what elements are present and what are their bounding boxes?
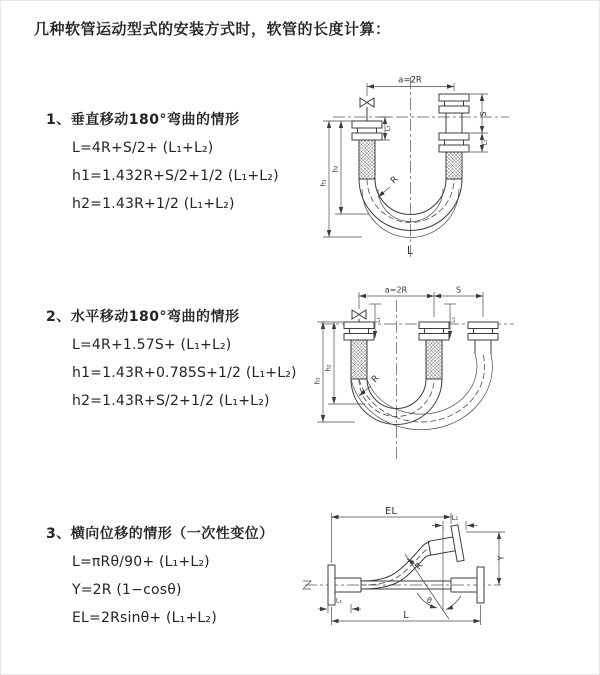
h2-label: h₂ xyxy=(331,165,340,173)
dimension-stroke xyxy=(434,286,483,297)
radius-label: R xyxy=(370,373,382,386)
diagram-lateral-displacement xyxy=(299,499,600,639)
dimension-fitting-right xyxy=(444,304,457,338)
dimension-y xyxy=(466,532,506,585)
formula-l: L=πRθ/90+ (L₁+L₂) xyxy=(72,554,210,570)
h2-label: h₂ xyxy=(324,364,333,372)
page-title: 几种软管运动型式的安装方式时，软管的长度计算： xyxy=(34,20,391,38)
stroke-label: S xyxy=(455,285,462,295)
formula-h1: h1=1.432R+S/2+1/2 (L₁+L₂) xyxy=(72,168,279,184)
braided-hose-middle xyxy=(426,340,442,379)
formula-l: L=4R+S/2+ (L₁+L₂) xyxy=(72,140,214,156)
diagram-vertical-180-bend xyxy=(309,71,596,263)
valve-icon xyxy=(360,98,374,121)
length-label: L xyxy=(403,610,409,621)
h1-label: h₁ xyxy=(313,377,322,385)
fitting-left-label: L₁ xyxy=(374,317,382,323)
diagram-horizontal-180-bend xyxy=(309,284,596,469)
middle-flange xyxy=(419,322,449,340)
right-flange-displaced xyxy=(468,322,498,340)
right-flange-displaced xyxy=(426,525,464,566)
length-label: L xyxy=(406,244,414,257)
right-flange-lower xyxy=(439,133,469,152)
fitting-right-label: L₂ xyxy=(449,317,457,323)
formula-l: L=4R+1.57S+ (L₁+L₂) xyxy=(72,337,232,353)
dimension-length xyxy=(332,605,481,625)
dimension-span xyxy=(359,286,483,318)
y-label: Y xyxy=(496,555,506,561)
h1-label: h₁ xyxy=(319,179,328,187)
fitting-left-label: L₁ xyxy=(383,125,392,132)
left-flange xyxy=(344,322,374,340)
radius-callout xyxy=(378,175,401,197)
section-2 xyxy=(46,306,297,421)
span-label: a=2R xyxy=(398,75,422,86)
angle-theta xyxy=(405,526,461,619)
right-flange-upper xyxy=(439,94,469,113)
radius-label: R xyxy=(389,174,401,187)
formula-y: Y=2R (1−cosθ) xyxy=(72,582,182,598)
right-pipe xyxy=(475,340,491,354)
section-3 xyxy=(46,523,274,638)
formula-el: EL=2Rsinθ+ (L₁+L₂) xyxy=(72,610,217,626)
section-1 xyxy=(46,109,279,224)
span-label: a=2R xyxy=(384,285,408,295)
section-1-heading: 1、垂直移动180°弯曲的情形 xyxy=(46,112,240,128)
radius-label: R xyxy=(413,560,426,572)
el-label: EL xyxy=(385,506,397,517)
fitting-right-label: L₂ xyxy=(480,139,489,146)
braided-hose-left xyxy=(359,140,375,179)
section-3-heading: 3、横向位移的情形（一次性变位） xyxy=(46,526,274,542)
right-pipe xyxy=(446,113,462,133)
dimension-fitting-right xyxy=(470,133,489,152)
dimension-fitting-left xyxy=(318,597,361,614)
fitting-left-label: L₁ xyxy=(335,596,343,605)
fitting-top-label: L₁ xyxy=(451,514,459,522)
formula-h2: h2=1.43R+1/2 (L₁+L₂) xyxy=(72,196,235,212)
left-flange xyxy=(352,121,382,140)
stroke-label: S xyxy=(479,111,488,117)
braided-hose-left xyxy=(351,340,367,379)
formula-h2: h2=1.43R+S/2+1/2 (L₁+L₂) xyxy=(72,393,270,409)
formula-h1: h1=1.43R+0.785S+1/2 (L₁+L₂) xyxy=(72,365,297,381)
hose-u-bend xyxy=(351,354,492,430)
section-2-heading: 2、水平移动180°弯曲的情形 xyxy=(46,309,240,325)
valve-icon xyxy=(352,310,366,322)
braided-hose-right xyxy=(446,152,462,179)
dimension-stroke xyxy=(470,94,488,133)
theta-label: θ xyxy=(427,596,432,605)
dimension-fitting-left xyxy=(369,304,382,338)
